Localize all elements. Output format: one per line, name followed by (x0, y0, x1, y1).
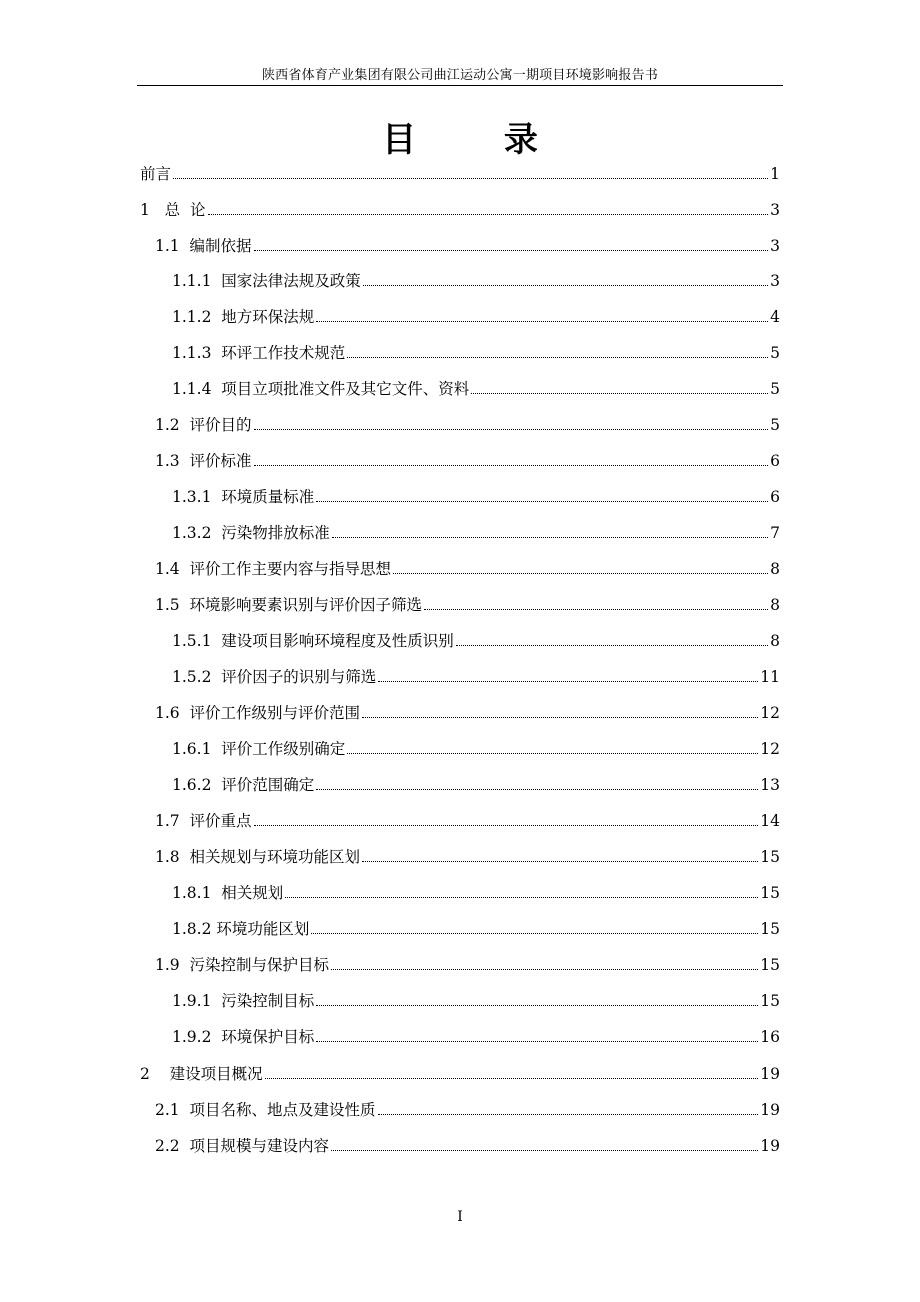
toc-dot-leader (378, 1114, 759, 1115)
toc-entry-page: 3 (770, 201, 780, 219)
toc-entry-number: 1.8.2 (172, 920, 217, 938)
toc-dot-leader (316, 501, 768, 502)
toc-entry[interactable] (172, 485, 780, 507)
toc-entry-title: 环境功能区划 (216, 920, 310, 938)
toc-entry-number: 2.2 (155, 1137, 190, 1155)
toc-entry[interactable] (155, 449, 780, 471)
toc-entry-title: 评价工作主要内容与指导思想 (189, 560, 392, 578)
toc-entry-number: 1.7 (155, 812, 190, 830)
running-header: 陕西省体育产业集团有限公司曲江运动公寓一期项目环境影响报告书 (261, 68, 658, 83)
toc-entry[interactable] (172, 881, 780, 903)
toc-dot-leader (378, 681, 758, 682)
toc-dot-leader (254, 825, 759, 826)
toc-entry-number: 2.1 (155, 1101, 190, 1119)
toc-entry-title: 总 论 (164, 201, 206, 219)
toc-entry[interactable] (140, 198, 780, 220)
toc-entry-page: 11 (760, 668, 780, 686)
toc-entry-page: 5 (770, 416, 780, 434)
toc-dot-leader (331, 1150, 758, 1151)
toc-entry-title: 评价因子的识别与筛选 (221, 668, 377, 686)
toc-entry[interactable] (155, 953, 780, 975)
toc-dot-leader (173, 178, 768, 179)
toc-dot-leader (254, 429, 769, 430)
toc-entry-title: 评价工作级别与评价范围 (189, 704, 361, 722)
toc-entry-number: 1.5 (155, 596, 190, 614)
toc-entry-title: 地方环保法规 (221, 308, 315, 326)
toc-dot-leader (347, 357, 768, 358)
toc-entry-number: 1.9.1 (172, 992, 222, 1010)
toc-entry-page: 8 (770, 632, 780, 650)
toc-entry-page: 6 (770, 488, 780, 506)
toc-entry[interactable] (140, 162, 780, 184)
toc-entry[interactable] (172, 377, 780, 399)
toc-entry-number: 1.4 (155, 560, 190, 578)
toc-entry-number: 1.9.2 (172, 1028, 222, 1046)
toc-entry[interactable] (172, 269, 780, 291)
toc-dot-leader (316, 1005, 758, 1006)
toc-entry-title: 评价范围确定 (221, 776, 315, 794)
toc-dot-leader (311, 933, 758, 934)
page-number: I (457, 1209, 463, 1225)
toc-entry-title: 评价工作级别确定 (221, 740, 346, 758)
toc-entry-number: 1.3 (155, 452, 190, 470)
toc-entry-page: 12 (760, 704, 780, 722)
toc-entry-title: 评价重点 (189, 812, 252, 830)
toc-dot-leader (347, 753, 758, 754)
toc-entry-page: 14 (760, 812, 780, 830)
toc-entry-number: 1.5.1 (172, 632, 222, 650)
toc-entry-page: 15 (760, 848, 780, 866)
toc-entry[interactable] (172, 305, 780, 327)
toc-entry-number: 1.9 (155, 956, 190, 974)
toc-entry-page: 19 (760, 1137, 780, 1155)
toc-entry[interactable] (155, 701, 780, 723)
toc-dot-leader (316, 321, 768, 322)
toc-dot-leader (471, 393, 768, 394)
toc-entry-title: 评价目的 (189, 416, 252, 434)
toc-entry[interactable] (172, 341, 780, 363)
toc-entry-page: 4 (770, 308, 780, 326)
toc-entry-number: 1.6.2 (172, 776, 222, 794)
toc-dot-leader (254, 250, 769, 251)
toc-entry-page: 1 (770, 165, 780, 183)
toc-entry-page: 16 (760, 1028, 780, 1046)
toc-dot-leader (285, 897, 758, 898)
toc-entry[interactable] (172, 629, 780, 651)
toc-entry-page: 5 (770, 344, 780, 362)
toc-dot-leader (363, 285, 768, 286)
toc-entry-number: 1.3.2 (172, 524, 222, 542)
toc-entry-page: 19 (760, 1065, 780, 1083)
toc-dot-leader (393, 573, 768, 574)
toc-entry[interactable] (155, 809, 780, 831)
toc-entry-title: 建设项目概况 (169, 1065, 263, 1083)
toc-entry-page: 6 (770, 452, 780, 470)
toc-entry-page: 15 (760, 884, 780, 902)
toc-entry-title: 污染控制与保护目标 (189, 956, 330, 974)
toc-entry-title: 污染物排放标准 (221, 524, 330, 542)
toc-entry-number: 1 (140, 201, 165, 219)
toc-dot-leader (316, 789, 758, 790)
toc-entry[interactable] (172, 737, 780, 759)
toc-entry-page: 5 (770, 380, 780, 398)
toc-entry-number: 1.3.1 (172, 488, 222, 506)
toc-entry[interactable] (172, 521, 780, 543)
toc-entry[interactable] (155, 413, 780, 435)
toc-entry[interactable] (172, 989, 780, 1011)
toc-entry-number: 1.5.2 (172, 668, 222, 686)
toc-entry-page: 15 (760, 992, 780, 1010)
toc-entry-page: 13 (760, 776, 780, 794)
toc-entry-title: 环境保护目标 (221, 1028, 315, 1046)
toc-entry-page: 8 (770, 596, 780, 614)
toc-entry[interactable] (155, 557, 780, 579)
toc-entry-number: 1.6.1 (172, 740, 222, 758)
toc-entry-page: 7 (770, 524, 780, 542)
toc-entry[interactable] (172, 1025, 780, 1047)
toc-dot-leader (362, 717, 758, 718)
toc-entry-title: 国家法律法规及政策 (221, 272, 361, 290)
toc-entry-title: 编制依据 (189, 237, 252, 255)
toc-entry[interactable] (155, 1134, 780, 1156)
toc-entry-title: 相关规划与环境功能区划 (189, 848, 361, 866)
header-divider (137, 85, 783, 86)
toc-dot-leader (332, 537, 768, 538)
toc-entry-number: 1.1.3 (172, 344, 222, 362)
toc-dot-leader (424, 609, 768, 610)
toc-entry-page: 15 (760, 956, 780, 974)
toc-entry[interactable] (172, 917, 780, 939)
toc-entry-number: 1.2 (155, 416, 190, 434)
page-title: 目 录 (382, 120, 576, 160)
toc-entry-number: 2 (140, 1065, 170, 1083)
toc-dot-leader (362, 861, 758, 862)
toc-entry-number: 1.6 (155, 704, 190, 722)
toc-entry[interactable] (172, 665, 780, 687)
toc-entry-title: 项目名称、地点及建设性质 (189, 1101, 376, 1119)
toc-entry-title: 环境质量标准 (221, 488, 315, 506)
toc-entry-page: 3 (770, 237, 780, 255)
toc-entry-title: 前言 (140, 165, 172, 183)
toc-entry-page: 19 (760, 1101, 780, 1119)
toc-entry-number: 1.8.1 (172, 884, 222, 902)
toc-entry-number: 1.1.1 (172, 272, 222, 290)
toc-entry[interactable] (140, 1062, 780, 1084)
toc-entry-page: 3 (770, 272, 780, 290)
toc-entry-number: 1.8 (155, 848, 190, 866)
toc-entry-title: 评价标准 (189, 452, 252, 470)
toc-entry[interactable] (172, 773, 780, 795)
toc-entry[interactable] (155, 845, 780, 867)
toc-entry[interactable] (155, 1098, 780, 1120)
toc-dot-leader (456, 645, 768, 646)
toc-entry-page: 8 (770, 560, 780, 578)
toc-dot-leader (265, 1078, 759, 1079)
toc-entry-page: 12 (760, 740, 780, 758)
toc-dot-leader (254, 465, 769, 466)
toc-entry-number: 1.1.2 (172, 308, 222, 326)
toc-entry-page: 15 (760, 920, 780, 938)
toc-entry-title: 项目规模与建设内容 (189, 1137, 330, 1155)
toc-entry-number: 1.1 (155, 237, 190, 255)
toc-entry-title: 项目立项批准文件及其它文件、资料 (221, 380, 470, 398)
toc-dot-leader (208, 214, 769, 215)
toc-entry-title: 污染控制目标 (221, 992, 315, 1010)
toc-dot-leader (316, 1041, 758, 1042)
toc-entry[interactable] (155, 234, 780, 256)
toc-entry-number: 1.1.4 (172, 380, 222, 398)
toc-dot-leader (331, 969, 758, 970)
toc-entry-title: 环评工作技术规范 (221, 344, 346, 362)
toc-entry[interactable] (155, 593, 780, 615)
toc-entry-title: 建设项目影响环境程度及性质识别 (221, 632, 454, 650)
toc-entry-title: 相关规划 (221, 884, 284, 902)
toc-entry-title: 环境影响要素识别与评价因子筛选 (189, 596, 423, 614)
